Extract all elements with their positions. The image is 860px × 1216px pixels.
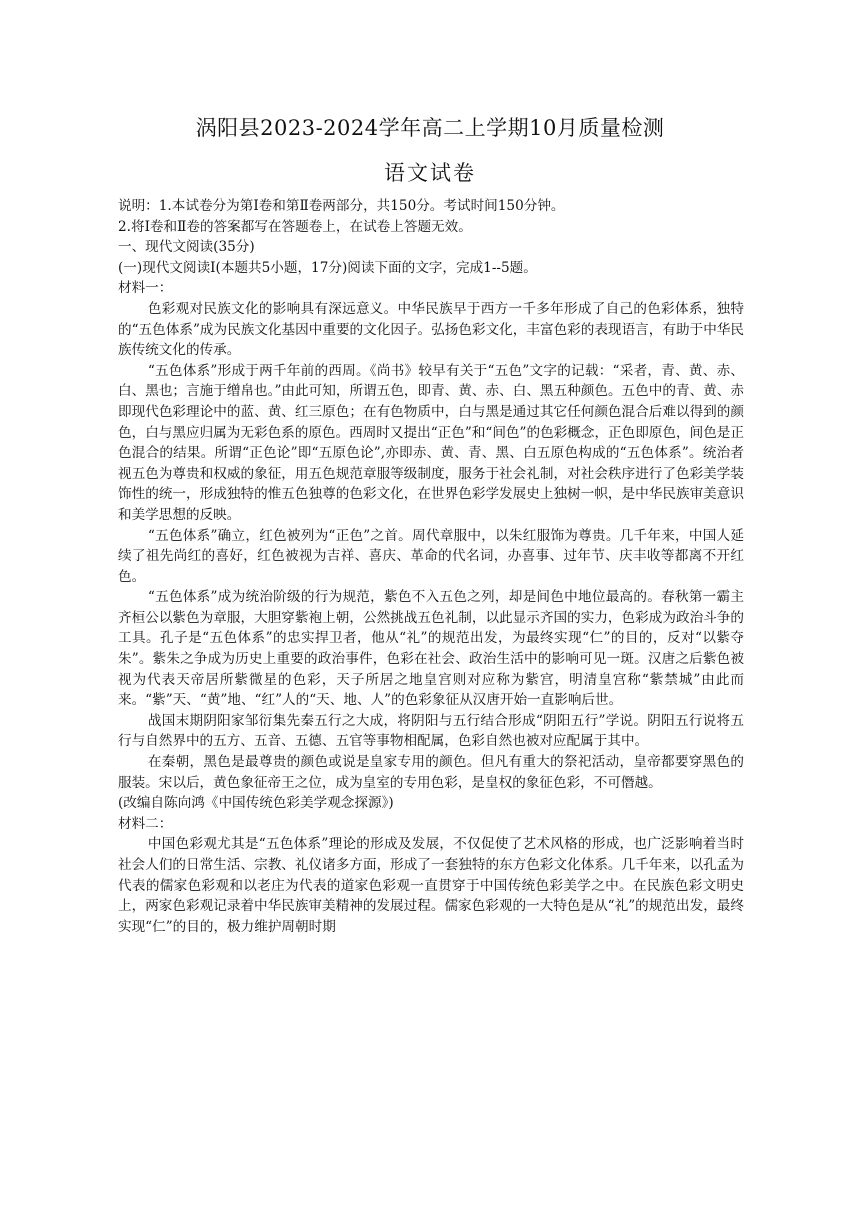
material-label: 材料一：	[118, 280, 173, 297]
paragraph: 在秦朝，黑色是最尊贵的颜色或说是皇家专用的颜色。但凡有重大的祭祀活动，皇帝都要穿黑色的服装。宋以后，黄色象征帝王之位，成为皇室的专用色彩，是皇权的象征色彩，不可僭越。	[118, 754, 744, 791]
material-label: 材料二：	[118, 815, 173, 832]
section-heading: 一、现代文阅读(35分)	[118, 239, 255, 256]
paragraph: “五色体系”形成于两千年前的西周。《尚书》较早有关于“五色”文字的记载：“采者，青、黄、赤、白、黑也；言施于缯帛也。”由此可知，所谓五色，即青、黄、赤、白、黑五种颜色。五色中的青、黄、赤即现代色彩理论中的蓝、黄、红三原色；在有色物质中，白与黑是通过其它任何颜色混合后难以得到的颜色，白与黑应归属为无彩色系的原色。西周时又提出“正色”和“间色”的色彩概念，正色即原色，间色是正色混合的结果。所谓“正色论”即“五原色论”,亦即赤、黄、青、黑、白五原色构成的“五色体系”。统治者视五色为尊贵和权威的象征，用五色规范章服等级制度，服务于社会礼制，对社会秩序进行了色彩美学装饰性的统一，形成独特的惟五色独尊的色彩文化，在世界色彩学发展史上独树一帜，是中华民族审美意识和美学思想的反映。	[118, 362, 744, 523]
paragraph: 战国末期阴阳家邹衍集先秦五行之大成，将阴阳与五行结合形成“阴阳五行”学说。阴阳五行说将五行与自然界中的五方、五音、五德、五官等事物相配属，色彩自然也被对应配属于其中。	[118, 712, 744, 750]
section-subheading: (一)现代文阅读Ⅰ(本题共5小题，17分)阅读下面的文字，完成1--5题。	[118, 259, 537, 276]
instruction-line: 说明：1.本试卷分为第Ⅰ卷和第Ⅱ卷两部分，共150分。考试时间150分钟。	[118, 198, 565, 214]
page-subtitle: 语文试卷	[384, 161, 476, 185]
paragraph: 色彩观对民族文化的影响具有深远意义。中华民族早于西方一千多年形成了自己的色彩体系，独特的“五色体系”成为民族文化基因中重要的文化因子。弘扬色彩文化，丰富色彩的表现语言，有助于中华民族传统文化的传承。	[118, 300, 744, 359]
paragraph: “五色体系”确立，红色被列为“正色”之首。周代章服中，以朱红服饰为尊贵。几千年来，中国人延续了祖先尚红的喜好，红色被视为吉祥、喜庆、革命的代名词，办喜事、过年节、庆丰收等都离不开红色。	[118, 527, 744, 585]
source-citation: (改编自陈向鸿《中国传统色彩美学观念探源》)	[118, 795, 394, 812]
page-title: 涡阳县2023-2024学年高二上学期10月质量检测	[195, 116, 665, 140]
paragraph: “五色体系”成为统治阶级的行为规范，紫色不入五色之列，却是间色中地位最高的。春秋第一霸主齐桓公以紫色为章服，大胆穿紫袍上朝，公然挑战五色礼制，以此显示齐国的实力，色彩成为政治斗争的工具。孔子是“五色体系”的忠实捍卫者，他从“礼”的规范出发，为最终实现“仁”的目的，反对“以紫夺朱”。紫朱之争成为历史上重要的政治事件，色彩在社会、政治生活中的影响可见一斑。汉唐之后紫色被视为代表天帝居所紫微星的色彩，天子所居之地皇宫则对应称为紫宫，明清皇宫称“紫禁城”由此而来。“紫”天、“黄”地、“红”人的“天、地、人”的色彩象征从汉唐开始一直影响后世。	[118, 589, 744, 709]
instruction-line: 2.将Ⅰ卷和Ⅱ卷的答案都写在答题卷上，在试卷上答题无效。	[118, 218, 472, 235]
paragraph: 中国色彩观尤其是“五色体系”理论的形成及发展，不仅促使了艺术风格的形成，也广泛影响着当时社会人们的日常生活、宗教、礼仪诸多方面，形成了一套独特的东方色彩文化体系。几千年来，以孔孟为代表的儒家色彩观和以老庄为代表的道家色彩观一直贯穿于中国传统色彩美学之中。在民族色彩文明史上，两家色彩观记录着中华民族审美精神的发展过程。儒家色彩观的一大特色是从“礼”的规范出发，最终实现“仁”的目的，极力维护周朝时期	[118, 836, 744, 935]
document-body	[118, 196, 744, 937]
